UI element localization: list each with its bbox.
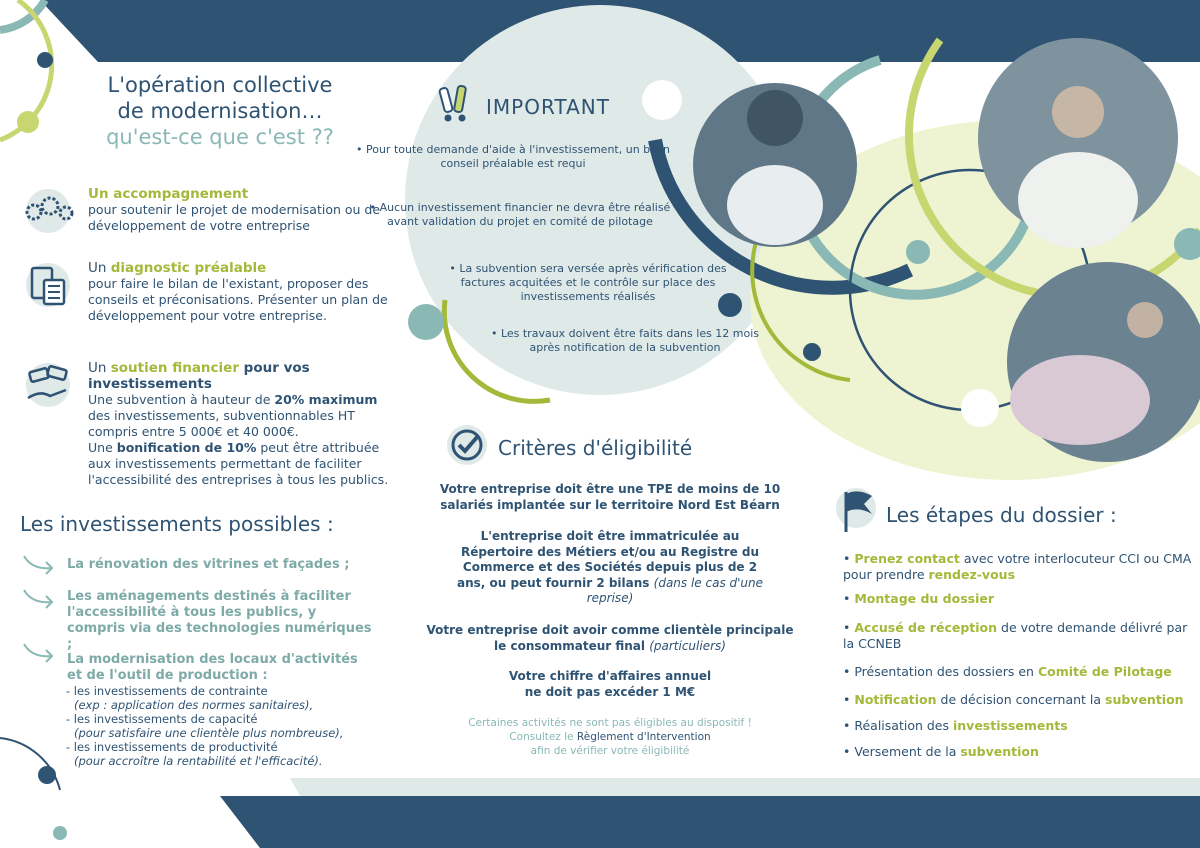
title-line3: qu'est-ce que c'est ?? bbox=[106, 125, 334, 149]
step-text: Présentation des dossiers en bbox=[854, 664, 1038, 679]
investment-label: La rénovation des vitrines et façades ; bbox=[67, 557, 350, 572]
arrow-icon bbox=[22, 640, 56, 664]
step-highlight: subvention bbox=[1105, 692, 1184, 707]
step-item: • Prenez contact avec votre interlocuteur CCI ou CMA pour prendre rendez-vous bbox=[843, 551, 1192, 582]
money-hand-icon bbox=[20, 360, 76, 410]
eligibility-note bbox=[440, 716, 780, 758]
criteria-text: Votre entreprise doit avoir comme clientèle principale le consommateur final bbox=[426, 623, 794, 653]
feature-body: pour faire le bilan de l'existant, proposer des conseils et préconisations. Présenter un plan de développement pour votre entreprise. bbox=[88, 276, 388, 323]
step-highlight: investissements bbox=[952, 718, 1068, 733]
step-highlight: rendez-vous bbox=[928, 567, 1016, 582]
criteria-title: Critères d'éligibilité bbox=[498, 436, 693, 460]
investment-label: La modernisation des locaux d'activités et de l'outil de production : bbox=[67, 652, 358, 683]
feature-heading-highlight: diagnostic préalable bbox=[110, 260, 267, 276]
investment-subitems bbox=[66, 684, 386, 768]
clipboard-calculator-icon bbox=[20, 260, 76, 310]
important-item: • Pour toute demande d'aide à l'investissement, un bilan conseil préalable est requi bbox=[356, 143, 670, 170]
body-text: peut être attribuée aux investissements permettant de faciliter l'accessibilité des entreprises à tous les publics. bbox=[88, 440, 389, 487]
step-text: avec votre interlocuteur CCI ou CMA pour prendre bbox=[843, 551, 1192, 582]
criteria-paragraph: Votre chiffre d'affaires annuel ne doit pas excéder 1 M€ bbox=[508, 669, 712, 699]
feature-heading-pre: Un bbox=[88, 260, 111, 276]
subitem-text: - les investissements de productivité bbox=[66, 740, 278, 754]
feature-heading-post: pour vos investissements bbox=[88, 360, 310, 392]
title-line2: de modernisation… bbox=[117, 99, 323, 123]
gears-icon bbox=[20, 186, 76, 236]
step-text: Versement de la bbox=[854, 744, 961, 759]
step-text: de décision concernant la bbox=[936, 692, 1106, 707]
important-item: • Aucun investissement financier ne devra être réalisé avant validation du projet en comité de pilotage bbox=[369, 201, 671, 228]
exclamation-icon bbox=[438, 84, 474, 124]
feature-heading-highlight: soutien financier bbox=[110, 360, 239, 376]
step-item: • Notification de décision concernant la subvention bbox=[843, 692, 1184, 707]
feature-heading-pre: Un bbox=[88, 360, 111, 376]
feature-body bbox=[88, 392, 398, 440]
arrow-icon bbox=[22, 552, 56, 576]
step-item: • Versement de la subvention bbox=[843, 744, 1039, 759]
step-item: • Montage du dossier bbox=[843, 591, 995, 606]
step-item: • Présentation des dossiers en Comité de Pilotage bbox=[843, 664, 1172, 679]
criteria-paragraph: Votre entreprise doit être une TPE de moins de 10 salariés implantée sur le territoire Nord Est Béarn bbox=[439, 482, 781, 512]
body-bold: bonification de 10% bbox=[116, 440, 257, 455]
feature-body: pour soutenir le projet de modernisation ou de développement de votre entreprise bbox=[88, 202, 381, 233]
subitem-note: (pour satisfaire une clientèle plus nombreuse), bbox=[74, 726, 344, 740]
flag-icon bbox=[834, 486, 878, 534]
step-item: • Réalisation des investissements bbox=[843, 718, 1068, 733]
important-item: • La subvention sera versée après vérification des factures acquitées et le contrôle sur place des investissements réalisés bbox=[449, 262, 727, 303]
step-highlight: Notification bbox=[854, 692, 937, 707]
subitem-text: - les investissements de contrainte bbox=[66, 684, 268, 698]
reglement-link[interactable]: Règlement d'Intervention bbox=[576, 731, 711, 743]
feature-heading bbox=[88, 360, 398, 392]
note-line: Consultez le bbox=[509, 731, 577, 743]
important-title: IMPORTANT bbox=[486, 95, 610, 119]
body-text: Une bbox=[88, 440, 117, 455]
arrow-icon bbox=[22, 586, 56, 610]
note-line: Certaines activités ne sont pas éligibles au dispositif ! bbox=[468, 717, 752, 729]
note-line: afin de vérifier votre éligibilité bbox=[530, 745, 690, 757]
feature-body-2 bbox=[88, 440, 398, 488]
title-line1: L'opération collective bbox=[107, 73, 333, 97]
criteria-note: (dans le cas d'une reprise) bbox=[586, 575, 764, 605]
subitem-text: - les investissements de capacité bbox=[66, 712, 258, 726]
step-highlight: Comité de Pilotage bbox=[1037, 664, 1172, 679]
step-highlight: subvention bbox=[960, 744, 1039, 759]
steps-title: Les étapes du dossier : bbox=[886, 503, 1117, 527]
step-text: de votre demande délivré par la CCNEB bbox=[843, 620, 1188, 651]
investment-label: Les aménagements destinés à faciliter l'accessibilité à tous les publics, y compris via des technologies numériques ; bbox=[67, 589, 372, 652]
feature-heading bbox=[88, 260, 398, 276]
feature-heading: Un accompagnement bbox=[88, 186, 249, 202]
step-highlight: Montage du dossier bbox=[854, 591, 995, 606]
subitem-note: (exp : application des normes sanitaires), bbox=[74, 698, 314, 712]
body-bold: 20% maximum bbox=[274, 392, 378, 407]
step-highlight: Prenez contact bbox=[854, 551, 960, 566]
criteria-text: L'entreprise doit être immatriculée au Répertoire des Métiers et/ou au Registre du Commerce et des Sociétés depuis plus de 2 ans, ou peut fournir 2 bilans bbox=[456, 529, 760, 590]
check-circle-icon bbox=[446, 424, 488, 466]
step-item: • Accusé de réception de votre demande délivré par la CCNEB bbox=[843, 620, 1188, 651]
investments-title: Les investissements possibles : bbox=[20, 512, 334, 536]
important-item: • Les travaux doivent être faits dans les 12 mois après notification de la subvention bbox=[490, 327, 760, 354]
step-highlight: Accusé de réception bbox=[854, 620, 998, 635]
criteria-paragraph bbox=[420, 623, 800, 654]
step-text: Réalisation des bbox=[854, 718, 953, 733]
main-title bbox=[60, 72, 380, 150]
subitem-note: (pour accroître la rentabilité et l'efficacité). bbox=[74, 754, 323, 768]
criteria-paragraph bbox=[450, 529, 770, 607]
body-text: Une subvention à hauteur de bbox=[88, 392, 275, 407]
criteria-note: (particuliers) bbox=[649, 638, 726, 653]
body-text: des investissements, subventionnables HT compris entre 5 000€ et 40 000€. bbox=[88, 408, 355, 439]
